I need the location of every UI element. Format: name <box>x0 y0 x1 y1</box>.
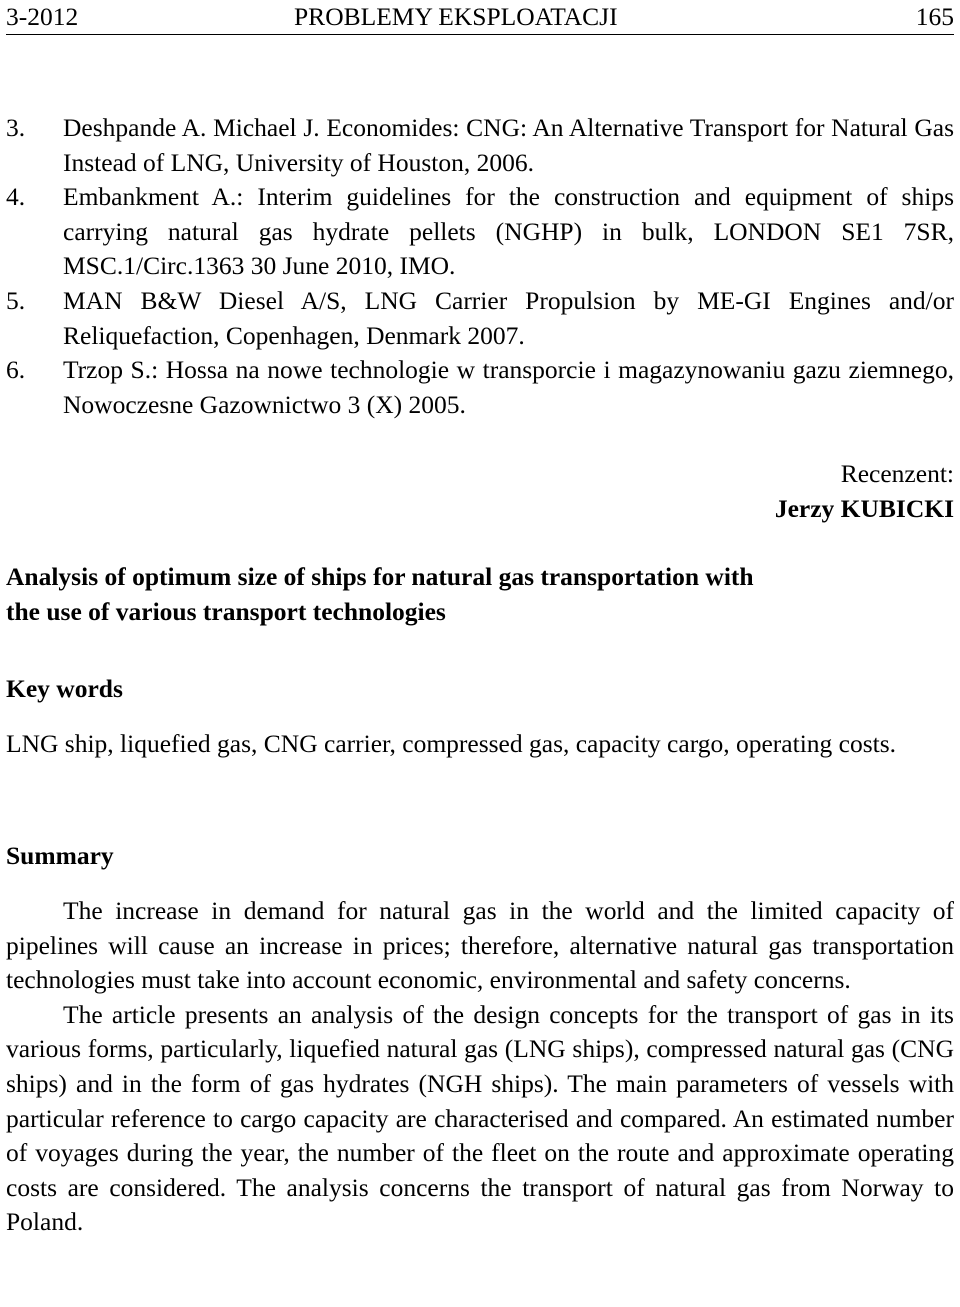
reference-text: MAN B&W Diesel A/S, LNG Carrier Propulsion by ME-GI Engines and/or Reliquefaction, Copenhagen, Denmark 2007. <box>63 285 954 350</box>
reference-text: Deshpande A. Michael J. Economides: CNG: An Alternative Transport for Natural Gas Instead of LNG, University of Houston, 2006. <box>63 113 954 177</box>
reviewer-block <box>775 457 954 526</box>
reference-item <box>6 284 954 353</box>
summary-heading: Summary <box>6 841 114 870</box>
keywords-heading: Key words <box>6 674 123 703</box>
page-number: 165 <box>915 2 954 31</box>
reference-number: 4. <box>6 182 26 212</box>
reference-item <box>6 353 954 422</box>
reviewer-label: Recenzent: <box>840 459 954 488</box>
article-title-line: the use of various transport technologies <box>6 596 446 626</box>
reference-number: 5. <box>6 285 26 315</box>
reviewer-name: Jerzy KUBICKI <box>774 493 954 523</box>
reference-text: Trzop S.: Hossa na nowe technologie w transporcie i magazynowaniu gazu ziemnego, Nowoczesne Gazownictwo 3 (X) 2005. <box>63 355 954 419</box>
reference-number: 3. <box>6 113 26 142</box>
article-title <box>6 560 906 629</box>
article-title-line: Analysis of optimum size of ships for natural gas transportation with <box>6 562 754 591</box>
reference-number: 6. <box>6 355 26 385</box>
reference-text: Embankment A.: Interim guidelines for the construction and equipment of ships carrying natural gas hydrate pellets (NGHP) in bulk, LONDON SE1 7SR, MSC.1/Circ.1363 30 June 2010, IMO. <box>63 182 954 281</box>
page-header <box>6 0 954 35</box>
reference-item <box>6 180 954 284</box>
reference-list <box>6 111 954 422</box>
journal-title: PROBLEMY EKSPLOATACJI <box>294 2 618 31</box>
reference-item <box>6 111 954 180</box>
issue-number: 3-2012 <box>6 2 79 31</box>
keywords-text: LNG ship, liquefied gas, CNG carrier, compressed gas, capacity cargo, operating costs. <box>6 729 897 758</box>
summary-body <box>6 894 954 1240</box>
summary-paragraph: The increase in demand for natural gas in the world and the limited capacity of pipelines will cause an increase in prices; therefore, alternative natural gas transportation technologies must take into account economic, environmental and safety concerns. <box>6 896 954 995</box>
summary-paragraph: The article presents an analysis of the design concepts for the transport of gas in its various forms, particularly, liquefied natural gas (LNG ships), compressed natural gas (CNG ships) and in the form of gas hydrates (NGH ships). The main parameters of vessels with particular reference to cargo capacity are characterised and compared. An estimated number of voyages during the year, the number of the fleet on the route and approximate operating costs are considered. The analysis concerns the transport of natural gas from Norway to Poland. <box>6 999 954 1237</box>
